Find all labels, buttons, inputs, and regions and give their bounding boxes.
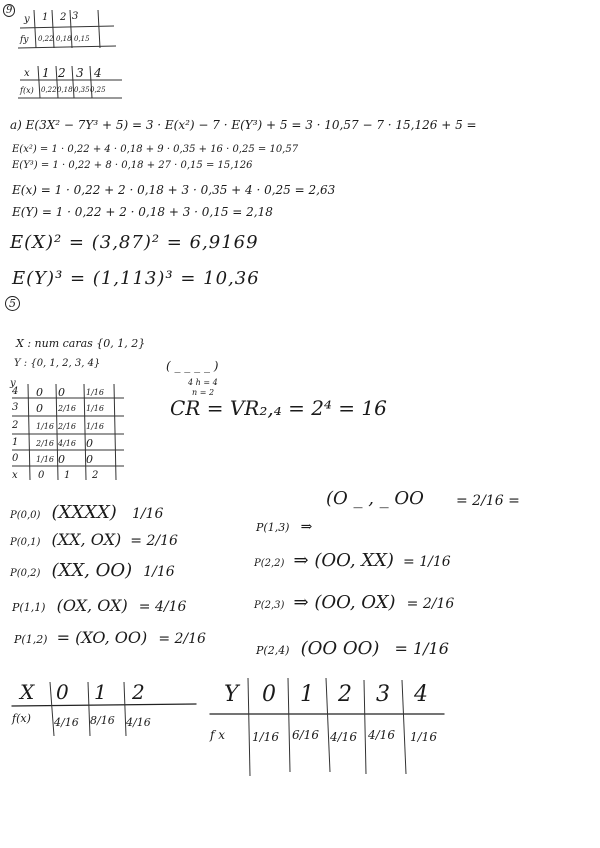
section-number-5: 5 bbox=[5, 298, 20, 309]
table-y-h3: 3 bbox=[72, 11, 79, 22]
prob-row: P(1,3) ⇒ bbox=[256, 519, 313, 535]
marg-y-h1: 0 bbox=[262, 682, 276, 707]
table-x-r2: 0,18 bbox=[57, 86, 73, 94]
equation-ey: E(Y) = 1 · 0,22 + 2 · 0,18 + 3 · 0,15 = 2,18 bbox=[12, 205, 273, 219]
table-y-r0: fy bbox=[20, 35, 29, 45]
table-y-r1: 0,22 bbox=[38, 35, 54, 43]
joint-table-y-value: 1 bbox=[12, 437, 19, 448]
equation-ex-squared: E(X)² = (3,87)² = 6,9169 bbox=[10, 232, 259, 253]
small-note-2: n = 2 bbox=[192, 388, 215, 397]
table-x-h0: x bbox=[24, 68, 30, 79]
prob-row: P(1,2) = (XO, OO) = 2/16 bbox=[14, 628, 206, 647]
prob-row: P(2,3) ⇒ (OO, OX) = 2/16 bbox=[254, 592, 455, 613]
prob-row: P(0,1) (XX, OX) = 2/16 bbox=[10, 530, 178, 549]
marg-y-r1: 1/16 bbox=[252, 730, 279, 744]
marg-y-r0: f x bbox=[210, 728, 226, 742]
table-y-lines bbox=[18, 8, 118, 52]
marg-y-h5: 4 bbox=[414, 682, 428, 707]
marg-y-r4: 4/16 bbox=[368, 728, 395, 742]
top-right-value: = 2/16 = bbox=[456, 493, 520, 509]
joint-table-cell: 0 bbox=[86, 453, 93, 466]
equation-ey3: E(Y³) = 1 · 0,22 + 8 · 0,18 + 27 · 0,15 = 15,126 bbox=[12, 160, 253, 171]
joint-table-x-label: x bbox=[12, 470, 18, 481]
top-right-expression: (O _ , _ OO bbox=[326, 488, 424, 509]
table-x-h4: 4 bbox=[94, 66, 102, 80]
prob-row: P(2,2) ⇒ (OO, XX) = 1/16 bbox=[254, 550, 451, 571]
dashes-sequence: ( _ _ _ _ ) bbox=[166, 359, 219, 373]
joint-table-cell: 2/16 bbox=[58, 422, 76, 431]
joint-table-cell: 0 bbox=[58, 386, 65, 399]
marg-x-r1: 4/16 bbox=[54, 716, 79, 729]
table-x-h2: 2 bbox=[58, 66, 66, 80]
section-number-9: 9 bbox=[3, 6, 15, 16]
joint-table-cell: 0 bbox=[86, 437, 93, 450]
joint-table-cell: 2/16 bbox=[36, 439, 54, 448]
joint-table-cell: 1/16 bbox=[36, 455, 54, 464]
table-y-h0: y bbox=[24, 14, 30, 25]
equation-ey-cubed: E(Y)³ = (1,113)³ = 10,36 bbox=[12, 268, 260, 289]
table-x-r3: 0,35 bbox=[74, 86, 90, 94]
marg-x-h0: X bbox=[20, 680, 35, 704]
marg-x-r0: f(x) bbox=[12, 712, 31, 725]
joint-table-cell: 0 bbox=[36, 402, 43, 415]
marg-y-r3: 4/16 bbox=[330, 730, 357, 744]
joint-table-x1: 1 bbox=[64, 470, 71, 481]
joint-table-cell: 1/16 bbox=[36, 422, 54, 431]
table-x-h1: 1 bbox=[42, 66, 50, 80]
cr-equation: CR = VR₂,₄ = 2⁴ = 16 bbox=[170, 396, 387, 420]
joint-table-x0: 0 bbox=[38, 470, 45, 481]
marg-x-r3: 4/16 bbox=[126, 716, 151, 729]
joint-table-cell: 1/16 bbox=[86, 388, 104, 397]
marg-y-r5: 1/16 bbox=[410, 730, 437, 744]
x-definition: X : num caras {0, 1, 2} bbox=[16, 337, 146, 350]
joint-table-corner: y bbox=[10, 378, 16, 389]
joint-table-cell: 4/16 bbox=[58, 439, 76, 448]
joint-table-x2: 2 bbox=[92, 470, 99, 481]
table-y-h1: 1 bbox=[42, 12, 49, 23]
marg-x-r2: 8/16 bbox=[90, 714, 115, 727]
table-y-h2: 2 bbox=[60, 12, 67, 23]
marg-x-h2: 1 bbox=[94, 680, 107, 704]
table-x-r0: f(x) bbox=[20, 86, 34, 95]
marginal-y-lines bbox=[208, 676, 448, 780]
marg-y-r2: 6/16 bbox=[292, 728, 319, 742]
joint-table-lines bbox=[8, 382, 128, 482]
table-x-lines bbox=[18, 64, 128, 104]
marg-y-h0: Y bbox=[224, 682, 239, 707]
table-x-r4: 0,25 bbox=[90, 86, 106, 94]
joint-table-y-value: 0 bbox=[12, 453, 19, 464]
prob-row: P(2,4) (OO OO) = 1/16 bbox=[256, 638, 449, 659]
prob-row: P(0,0) (XXXX) 1/16 bbox=[10, 502, 164, 523]
joint-table-cell: 2/16 bbox=[58, 404, 76, 413]
table-x-h3: 3 bbox=[76, 66, 84, 80]
small-note-1: 4 h = 4 bbox=[188, 378, 218, 387]
table-x-r1: 0,22 bbox=[41, 86, 57, 94]
table-y-r3: 0,15 bbox=[74, 35, 90, 43]
joint-table-y-value: 4 bbox=[12, 386, 19, 397]
joint-table-y-value: 3 bbox=[12, 402, 19, 413]
marg-y-h3: 2 bbox=[338, 682, 352, 707]
prob-row: P(1,1) (OX, OX) = 4/16 bbox=[12, 596, 187, 615]
prob-row: P(0,2) (XX, OO) 1/16 bbox=[10, 560, 175, 581]
y-definition: Y : {0, 1, 2, 3, 4} bbox=[14, 358, 101, 369]
marg-y-h4: 3 bbox=[376, 682, 390, 707]
joint-table-cell: 1/16 bbox=[86, 422, 104, 431]
marg-x-h1: 0 bbox=[56, 680, 69, 704]
equation-ex2: E(x²) = 1 · 0,22 + 4 · 0,18 + 9 · 0,35 + 16 · 0,25 = 10,57 bbox=[12, 144, 299, 155]
marg-x-h3: 2 bbox=[132, 680, 145, 704]
joint-table-cell: 0 bbox=[58, 453, 65, 466]
table-y-r2: 0,18 bbox=[56, 35, 72, 43]
equation-ex: E(x) = 1 · 0,22 + 2 · 0,18 + 3 · 0,35 + 4 · 0,25 = 2,63 bbox=[12, 183, 336, 197]
joint-table-cell: 1/16 bbox=[86, 404, 104, 413]
joint-table-y-value: 2 bbox=[12, 420, 19, 431]
marg-y-h2: 1 bbox=[300, 682, 314, 707]
equation-expected-value: a) E(3X² − 7Y³ + 5) = 3 · E(x²) − 7 · E(Y³) + 5 = 3 · 10,57 − 7 · 15,126 + 5 = bbox=[10, 118, 477, 132]
joint-table-cell: 0 bbox=[36, 386, 43, 399]
